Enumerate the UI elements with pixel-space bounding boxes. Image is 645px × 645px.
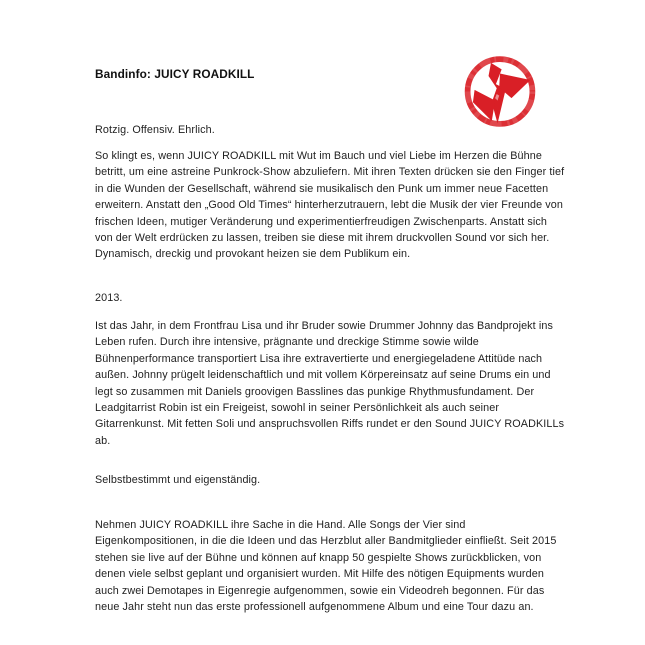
paragraph-band-sound: So klingt es, wenn JUICY ROADKILL mit Wut im Bauch und viel Liebe im Herzen die Bühne betritt, um eine astreine Punkrock-Show abzuliefern. Mit ihren Texten drücken sie den Finger tief in die Wunden der Gesellschaft, während sie musikalisch den Punk um immer neue Facetten erweitern. Anstatt den „Good Old Times“ hinterherzutrauern, lebt die Musik der vier Freunde von frischen Ideen, mutiger Veränderung und experimentierfreudigen Zwischenparts. Anstatt sich von der Welt erdrücken zu lassen, treiben sie diese mit ihrem druckvollen Sound vor sich her. Dynamisch, dreckig und provokant heizen sie dem Publikum ein. xyxy=(95,150,565,261)
paragraph-band-history: Ist das Jahr, in dem Frontfrau Lisa und ihr Bruder sowie Drummer Johnny das Bandprojekt ins Leben rufen. Durch ihre intensive, prägnante und dreckige Stimme sowie wilde Bühnenperformance transportiert Lisa ihre extravertierte und energiegeladene Attitüde nach außen. Johnny prügelt leidenschaftlich und mit vollem Körpereinsatz auf seine Drums ein und legt so zusammen mit Daniels groovigen Basslines das punkige Rhythmusfundament. Der Leadgitarrist Robin ist ein Freigeist, sowohl in seiner Persönlichkeit als auch seiner Gitarrenkunst. Mit fetten Soli und anspruchsvollen Riffs rundet er den Sound JUICY ROADKILLs ab. xyxy=(95,320,565,447)
subheading-2013: 2013. xyxy=(95,292,123,304)
paragraph-band-diy: Nehmen JUICY ROADKILL ihre Sache in die Hand. Alle Songs der Vier sind Eigenkompositionen, in die die Ideen und das Herzblut aller Bandmitglieder einfließt. Seit 2015 stehen sie live auf der Bühne und können auf knapp 50 gespielte Shows zurückblicken, von denen viele selbst geplant und organisiert wurden. Mit Hilfe des nötigen Equipments wurden auch zwei Demotapes in Eigenregie aufgenommen, sowie ein Videodreh begonnen. Für das neue Jahr steht nun das erste professionell aufgenommene Album und eine Tour dazu an. xyxy=(95,519,557,614)
tagline-text: Rotzig. Offensiv. Ehrlich. xyxy=(95,124,215,136)
page-title: Bandinfo: JUICY ROADKILL xyxy=(95,67,255,81)
subheading-selbstbestimmt: Selbstbestimmt und eigenständig. xyxy=(95,474,261,486)
